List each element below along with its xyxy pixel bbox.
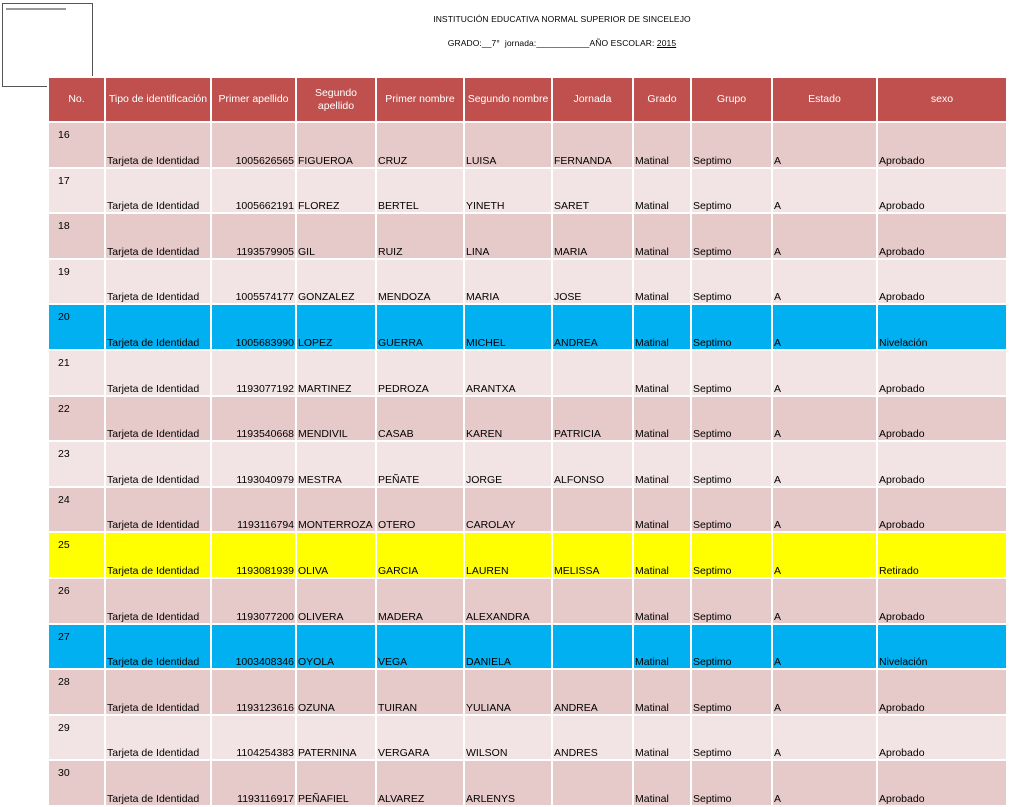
cell-jornada: Matinal	[633, 122, 691, 168]
cell-grado: Septimo	[691, 259, 772, 305]
cell-id: 1193123616	[211, 669, 296, 715]
cell-segundo-nombre	[552, 350, 633, 396]
student-table	[47, 76, 1008, 807]
table-body	[48, 122, 1007, 806]
cell-id: 1005662191	[211, 168, 296, 214]
cell-segundo-nombre: ANDREA	[552, 669, 633, 715]
cell-tipo: Tarjeta de Identidad	[105, 760, 211, 806]
cell-grado: Septimo	[691, 624, 772, 670]
cell-tipo: Tarjeta de Identidad	[105, 532, 211, 578]
cell-jornada: Matinal	[633, 578, 691, 624]
cell-segundo-apellido: CASAB	[376, 396, 464, 442]
cell-grupo: A	[772, 259, 877, 305]
cell-no: 22	[48, 396, 105, 442]
cell-primer-apellido: MONTERROZA	[296, 487, 376, 533]
cell-estado: Aprobado	[877, 168, 1007, 214]
cell-id: 1193116794	[211, 487, 296, 533]
cell-segundo-apellido: OTERO	[376, 487, 464, 533]
cell-no: 27	[48, 624, 105, 670]
cell-grupo: A	[772, 396, 877, 442]
cell-estado: Aprobado	[877, 396, 1007, 442]
cell-primer-apellido: PATERNINA	[296, 715, 376, 761]
cell-tipo: Tarjeta de Identidad	[105, 624, 211, 670]
cell-segundo-apellido: VERGARA	[376, 715, 464, 761]
col-header-grupo: Grupo	[691, 77, 772, 122]
cell-primer-apellido: OLIVERA	[296, 578, 376, 624]
cell-primer-apellido: OLIVA	[296, 532, 376, 578]
table-row	[48, 304, 1007, 350]
cell-estado: Aprobado	[877, 122, 1007, 168]
cell-tipo: Tarjeta de Identidad	[105, 487, 211, 533]
cell-grado: Septimo	[691, 350, 772, 396]
cell-primer-apellido: GIL	[296, 213, 376, 259]
cell-tipo: Tarjeta de Identidad	[105, 396, 211, 442]
cell-primer-nombre: KAREN	[464, 396, 552, 442]
grado-value: __7°	[481, 38, 500, 48]
cell-grado: Septimo	[691, 578, 772, 624]
cell-jornada: Matinal	[633, 259, 691, 305]
cell-no: 30	[48, 760, 105, 806]
col-header-primer-nombre: Primer nombre	[376, 77, 464, 122]
cell-primer-nombre: YINETH	[464, 168, 552, 214]
anio-value: 2015	[656, 38, 677, 48]
table-row	[48, 532, 1007, 578]
cell-estado: Aprobado	[877, 487, 1007, 533]
cell-jornada: Matinal	[633, 168, 691, 214]
logo-mark	[6, 8, 66, 10]
table-row	[48, 578, 1007, 624]
cell-no: 29	[48, 715, 105, 761]
cell-primer-nombre: DANIELA	[464, 624, 552, 670]
cell-jornada: Matinal	[633, 304, 691, 350]
cell-jornada: Matinal	[633, 624, 691, 670]
cell-primer-nombre: WILSON	[464, 715, 552, 761]
cell-id: 1193077200	[211, 578, 296, 624]
table-row	[48, 624, 1007, 670]
grade-line	[0, 38, 1024, 48]
cell-grado: Septimo	[691, 213, 772, 259]
cell-segundo-nombre: MARIA	[552, 213, 633, 259]
cell-no: 28	[48, 669, 105, 715]
cell-grado: Septimo	[691, 669, 772, 715]
cell-segundo-nombre: SARET	[552, 168, 633, 214]
cell-primer-nombre: ARLENYS	[464, 760, 552, 806]
institution-title: INSTITUCIÓN EDUCATIVA NORMAL SUPERIOR DE SINCELEJO	[433, 14, 691, 24]
col-header-tipo: Tipo de identificación	[105, 77, 211, 122]
cell-id: 1193040979	[211, 441, 296, 487]
table-row	[48, 487, 1007, 533]
cell-grado: Septimo	[691, 122, 772, 168]
cell-jornada: Matinal	[633, 441, 691, 487]
cell-id: 1193077192	[211, 350, 296, 396]
cell-jornada: Matinal	[633, 396, 691, 442]
col-header-estado: Estado	[772, 77, 877, 122]
cell-tipo: Tarjeta de Identidad	[105, 168, 211, 214]
cell-id: 1193579905	[211, 213, 296, 259]
cell-primer-nombre: CAROLAY	[464, 487, 552, 533]
cell-tipo: Tarjeta de Identidad	[105, 122, 211, 168]
cell-primer-nombre: LINA	[464, 213, 552, 259]
cell-no: 24	[48, 487, 105, 533]
cell-grado: Septimo	[691, 715, 772, 761]
cell-jornada: Matinal	[633, 669, 691, 715]
table-row	[48, 441, 1007, 487]
cell-grado: Septimo	[691, 532, 772, 578]
cell-primer-nombre: YULIANA	[464, 669, 552, 715]
cell-segundo-apellido: GARCIA	[376, 532, 464, 578]
jornada-value: ___________	[536, 38, 590, 48]
table-row	[48, 715, 1007, 761]
cell-jornada: Matinal	[633, 760, 691, 806]
cell-grupo: A	[772, 168, 877, 214]
cell-segundo-nombre: MELISSA	[552, 532, 633, 578]
cell-segundo-apellido: MADERA	[376, 578, 464, 624]
cell-primer-apellido: MARTINEZ	[296, 350, 376, 396]
cell-segundo-nombre	[552, 624, 633, 670]
cell-segundo-apellido: VEGA	[376, 624, 464, 670]
cell-grupo: A	[772, 213, 877, 259]
cell-tipo: Tarjeta de Identidad	[105, 304, 211, 350]
cell-tipo: Tarjeta de Identidad	[105, 259, 211, 305]
jornada-label: jornada:	[504, 38, 537, 48]
cell-grupo: A	[772, 532, 877, 578]
cell-jornada: Matinal	[633, 487, 691, 533]
cell-no: 21	[48, 350, 105, 396]
cell-no: 17	[48, 168, 105, 214]
cell-id: 1104254383	[211, 715, 296, 761]
cell-segundo-nombre: ALFONSO	[552, 441, 633, 487]
cell-segundo-nombre: PATRICIA	[552, 396, 633, 442]
cell-grupo: A	[772, 760, 877, 806]
cell-segundo-nombre: ANDREA	[552, 304, 633, 350]
cell-no: 18	[48, 213, 105, 259]
cell-estado: Aprobado	[877, 350, 1007, 396]
cell-id: 1003408346	[211, 624, 296, 670]
grado-label: GRADO:	[447, 38, 482, 48]
table-header-row	[48, 77, 1007, 122]
cell-segundo-apellido: PEDROZA	[376, 350, 464, 396]
cell-primer-nombre: ARANTXA	[464, 350, 552, 396]
table-row	[48, 350, 1007, 396]
cell-id: 1005626565	[211, 122, 296, 168]
cell-id: 1193081939	[211, 532, 296, 578]
cell-grupo: A	[772, 578, 877, 624]
cell-estado: Aprobado	[877, 760, 1007, 806]
cell-primer-nombre: LUISA	[464, 122, 552, 168]
cell-segundo-apellido: MENDOZA	[376, 259, 464, 305]
cell-id: 1005574177	[211, 259, 296, 305]
table-row	[48, 213, 1007, 259]
cell-tipo: Tarjeta de Identidad	[105, 441, 211, 487]
cell-primer-nombre: LAUREN	[464, 532, 552, 578]
cell-grado: Septimo	[691, 396, 772, 442]
cell-estado: Nivelación	[877, 624, 1007, 670]
table-row	[48, 760, 1007, 806]
cell-estado: Aprobado	[877, 259, 1007, 305]
cell-grupo: A	[772, 350, 877, 396]
cell-primer-apellido: GONZALEZ	[296, 259, 376, 305]
cell-segundo-apellido: ALVAREZ	[376, 760, 464, 806]
cell-segundo-nombre: JOSE	[552, 259, 633, 305]
table-row	[48, 122, 1007, 168]
cell-id: 1005683990	[211, 304, 296, 350]
cell-grupo: A	[772, 624, 877, 670]
col-header-no: No.	[48, 77, 105, 122]
cell-jornada: Matinal	[633, 532, 691, 578]
cell-no: 16	[48, 122, 105, 168]
cell-grado: Septimo	[691, 168, 772, 214]
cell-no: 25	[48, 532, 105, 578]
cell-tipo: Tarjeta de Identidad	[105, 213, 211, 259]
anio-label: AÑO ESCOLAR:	[589, 38, 655, 48]
cell-segundo-apellido: TUIRAN	[376, 669, 464, 715]
cell-estado: Nivelación	[877, 304, 1007, 350]
cell-segundo-nombre	[552, 760, 633, 806]
cell-segundo-apellido: CRUZ	[376, 122, 464, 168]
cell-jornada: Matinal	[633, 350, 691, 396]
cell-no: 26	[48, 578, 105, 624]
cell-jornada: Matinal	[633, 715, 691, 761]
cell-grupo: A	[772, 122, 877, 168]
cell-primer-apellido: OZUNA	[296, 669, 376, 715]
cell-primer-apellido: MENDIVIL	[296, 396, 376, 442]
cell-primer-apellido: OYOLA	[296, 624, 376, 670]
table-row	[48, 259, 1007, 305]
col-header-sexo: sexo	[877, 77, 1007, 122]
cell-estado: Aprobado	[877, 669, 1007, 715]
cell-primer-apellido: LOPEZ	[296, 304, 376, 350]
cell-grado: Septimo	[691, 441, 772, 487]
cell-segundo-apellido: GUERRA	[376, 304, 464, 350]
cell-segundo-nombre	[552, 578, 633, 624]
cell-tipo: Tarjeta de Identidad	[105, 578, 211, 624]
cell-grupo: A	[772, 304, 877, 350]
cell-grupo: A	[772, 669, 877, 715]
col-header-segundo-nombre: Segundo nombre	[464, 77, 552, 122]
table-row	[48, 168, 1007, 214]
cell-id: 1193540668	[211, 396, 296, 442]
cell-id: 1193116917	[211, 760, 296, 806]
cell-segundo-apellido: PEÑATE	[376, 441, 464, 487]
table-row	[48, 396, 1007, 442]
cell-grado: Septimo	[691, 304, 772, 350]
cell-no: 20	[48, 304, 105, 350]
cell-primer-apellido: FLOREZ	[296, 168, 376, 214]
cell-segundo-apellido: BERTEL	[376, 168, 464, 214]
cell-tipo: Tarjeta de Identidad	[105, 669, 211, 715]
cell-primer-nombre: JORGE	[464, 441, 552, 487]
cell-primer-apellido: FIGUEROA	[296, 122, 376, 168]
cell-segundo-nombre: FERNANDA	[552, 122, 633, 168]
table-row	[48, 669, 1007, 715]
cell-grupo: A	[772, 487, 877, 533]
cell-segundo-nombre: ANDRES	[552, 715, 633, 761]
cell-grado: Septimo	[691, 760, 772, 806]
cell-estado: Aprobado	[877, 578, 1007, 624]
cell-grupo: A	[772, 441, 877, 487]
cell-tipo: Tarjeta de Identidad	[105, 715, 211, 761]
cell-estado: Aprobado	[877, 441, 1007, 487]
cell-primer-nombre: MARIA	[464, 259, 552, 305]
cell-estado: Aprobado	[877, 213, 1007, 259]
cell-no: 19	[48, 259, 105, 305]
cell-primer-nombre: ALEXANDRA	[464, 578, 552, 624]
cell-segundo-nombre	[552, 487, 633, 533]
col-header-jornada: Jornada	[552, 77, 633, 122]
cell-segundo-apellido: RUIZ	[376, 213, 464, 259]
cell-primer-nombre: MICHEL	[464, 304, 552, 350]
cell-primer-apellido: PEÑAFIEL	[296, 760, 376, 806]
cell-grado: Septimo	[691, 487, 772, 533]
col-header-grado: Grado	[633, 77, 691, 122]
col-header-segundo-apellido: Segundo apellido	[296, 77, 376, 122]
cell-estado: Aprobado	[877, 715, 1007, 761]
cell-grupo: A	[772, 715, 877, 761]
col-header-primer-apellido: Primer apellido	[211, 77, 296, 122]
cell-estado: Retirado	[877, 532, 1007, 578]
cell-no: 23	[48, 441, 105, 487]
cell-primer-apellido: MESTRA	[296, 441, 376, 487]
cell-tipo: Tarjeta de Identidad	[105, 350, 211, 396]
cell-jornada: Matinal	[633, 213, 691, 259]
